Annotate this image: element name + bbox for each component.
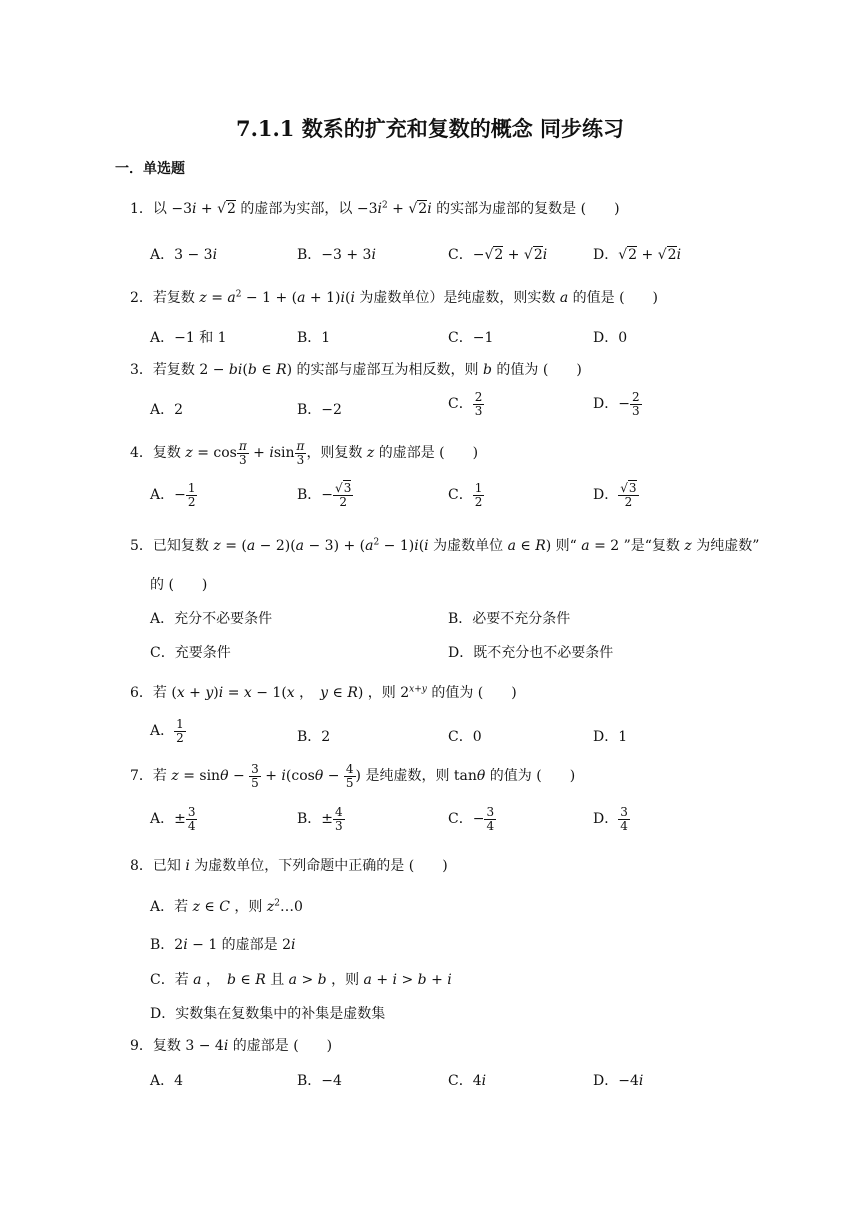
- q7-option-a: A．± $\frac{3}{4}$: [150, 805, 196, 833]
- q5-option-c: C．充要条件: [150, 645, 231, 661]
- q1-option-b: B．−3 + 3i: [297, 247, 376, 263]
- question-1-stem: 1．以 −3i + √2 的虚部为实部，以 $-3i^2 + √2i$ 的实部为虚部的复数是 ( ): [130, 200, 620, 217]
- q2-option-a: A．−1 和 1: [150, 330, 227, 346]
- q1-option-a: A．3 − 3i: [150, 247, 218, 263]
- q9-option-d: D．−4i: [593, 1073, 644, 1089]
- q5-option-b: B．必要不充分条件: [448, 611, 571, 627]
- q2-option-b: B．1: [297, 330, 331, 346]
- q3-option-a: A．2: [150, 402, 184, 418]
- question-5-stem-cont: 的 ( ): [150, 577, 208, 593]
- q5-option-a: A．充分不必要条件: [150, 611, 273, 627]
- section-heading: 一．单选题: [115, 161, 185, 177]
- q7-option-b: B．± $\frac{4}{3}$: [297, 805, 343, 833]
- q4-option-c: C． $\frac{1}{2}$: [448, 481, 483, 509]
- q9-option-c: C．4i: [448, 1073, 487, 1089]
- q6-option-d: D．1: [593, 729, 628, 745]
- q1-option-c: C．−√2 + √2i: [448, 247, 548, 263]
- q4-option-a: A．− $\frac{1}{2}$: [150, 481, 196, 509]
- q8-option-c: C．若 a ， b ∈ R 且 a > b ，则 a + i > b + i: [150, 972, 452, 988]
- q2-option-c: C．−1: [448, 330, 494, 346]
- question-7-stem: 7．若 z = sinθ − $\frac{3}{5}$ + i(cosθ − $\frac{4}{5}$ ) 是纯虚数，则 tanθ 的值为 ( ): [130, 762, 576, 790]
- q9-option-a: A．4: [150, 1073, 184, 1089]
- q1-option-d: D．√2 + √2i: [593, 247, 682, 263]
- question-5-stem: 5．已知复数 $z = (a - 2)(a - 3) + (a^2 - 1)i(i$ 为虚数单位 a ∈ R) 则“ a = 2 ”是“复数 z 为纯虚数”: [130, 537, 760, 554]
- q4-option-d: D． $\frac{√3}{2}$: [593, 481, 637, 509]
- question-9-stem: 9．复数 3 − 4i 的虚部是 ( ): [130, 1038, 333, 1054]
- q9-option-b: B．−4: [297, 1073, 342, 1089]
- q8-option-d: D．实数集在复数集中的补集是虚数集: [150, 1006, 386, 1022]
- page-title: 7.1.1 数系的扩充和复数的概念 同步练习: [235, 116, 625, 141]
- q7-option-c: C．− $\frac{3}{4}$: [448, 805, 495, 833]
- question-3-stem: 3．若复数 2 − bi(b ∈ R) 的实部与虚部互为相反数，则 b 的值为 ( ): [130, 362, 582, 378]
- question-2-stem: 2．若复数 $z = a^2 - 1 + (a + 1)i(i$ 为虚数单位）是纯虚数，则实数 a 的值是 ( ): [130, 289, 659, 306]
- question-6-stem: 6．若 (x + y)i = x − 1(x ， y ∈ R) ，则 $2^{x+y}$ 的值为 ( ): [130, 684, 517, 701]
- q3-option-b: B．−2: [297, 402, 342, 418]
- q3-option-d: D．− $\frac{2}{3}$: [593, 390, 640, 418]
- question-4-stem: 4．复数 z = cos $\frac{\pi}{3}$ + isin $\frac{\pi}{3}$ ，则复数 z 的虚部是 ( ): [130, 439, 479, 467]
- q6-option-b: B．2: [297, 729, 331, 745]
- question-8-stem: 8．已知 i 为虚数单位，下列命题中正确的是 ( ): [130, 858, 448, 874]
- q3-option-c: C． $\frac{2}{3}$: [448, 390, 483, 418]
- q4-option-b: B．− $\frac{√3}{2}$: [297, 481, 352, 509]
- q2-option-d: D．0: [593, 330, 628, 346]
- q6-option-c: C．0: [448, 729, 482, 745]
- q8-option-b: B．2i − 1 的虚部是 2i: [150, 937, 296, 953]
- q5-option-d: D．既不充分也不必要条件: [448, 645, 614, 661]
- q8-option-a: A．若 z ∈ C ，则 $z^2\dots 0$: [150, 898, 303, 915]
- q7-option-d: D． $\frac{3}{4}$: [593, 805, 628, 833]
- q6-option-a: A． $\frac{1}{2}$: [150, 717, 184, 745]
